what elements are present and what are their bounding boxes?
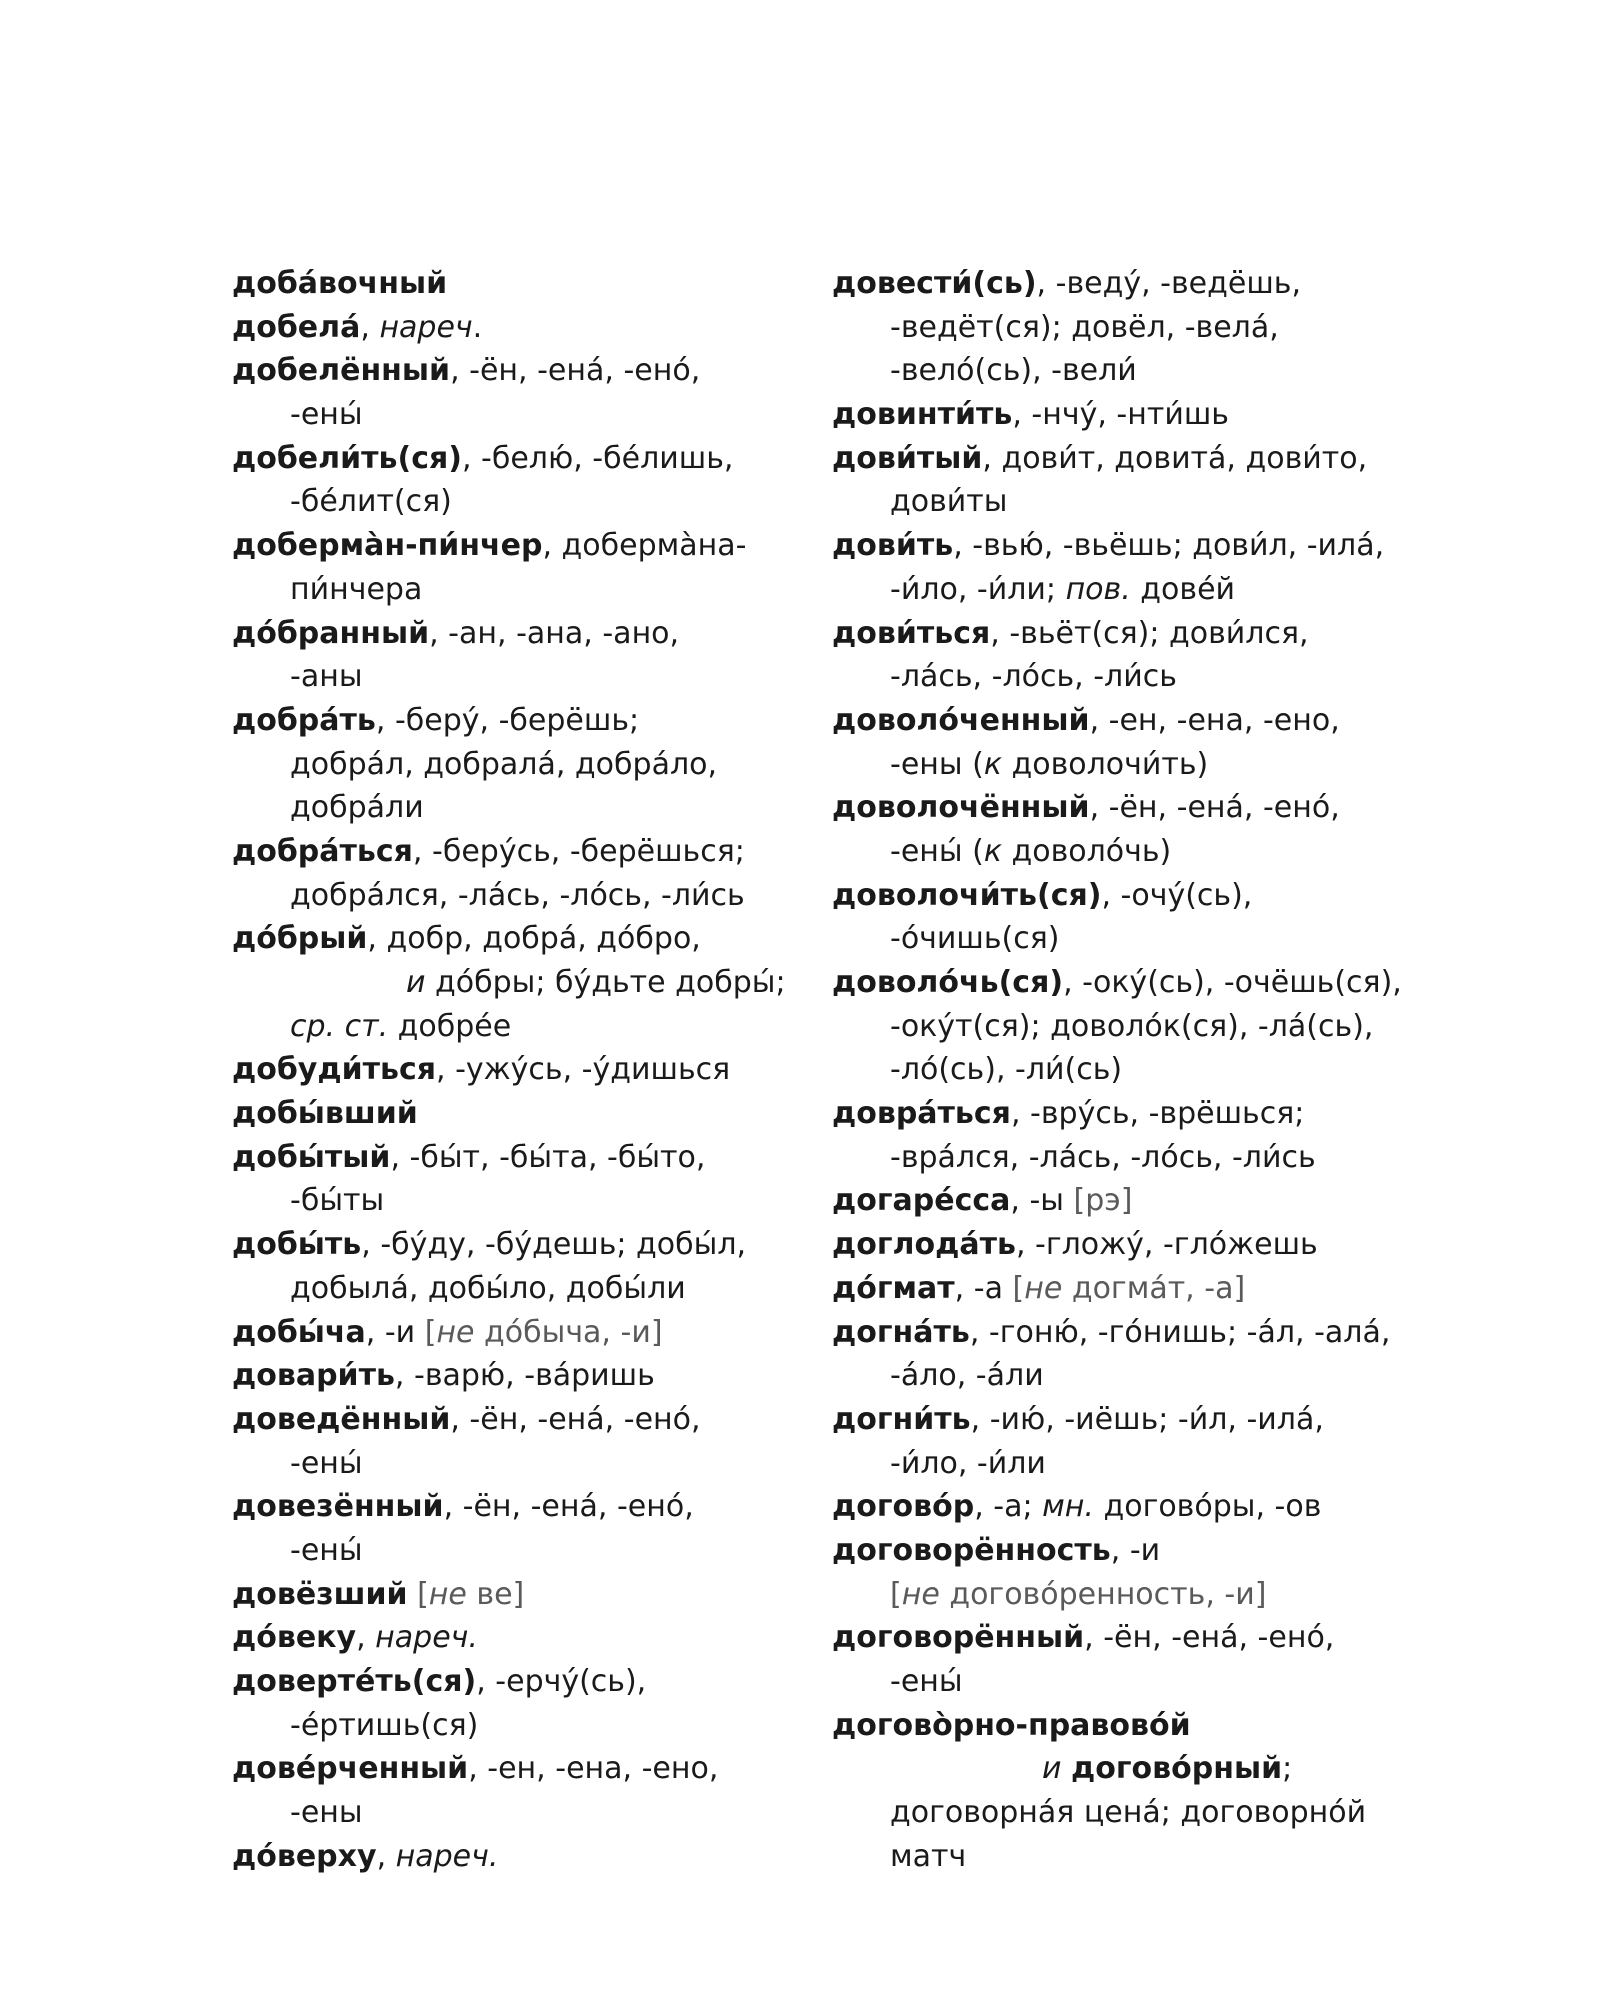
dictionary-entry-line [832, 786, 1402, 830]
headword: догни́ть [832, 1401, 971, 1437]
entry-forms: , -белю́, -бе́лишь, [461, 440, 734, 476]
entry-forms: , -ы [1010, 1183, 1074, 1219]
entry-forms: , -ию́, -иёшь; -и́л, -ила́, [970, 1401, 1324, 1437]
dictionary-entry-line [832, 1092, 1402, 1136]
entry-forms: , -вью́, -вьёшь; дови́л, -ила́, [953, 528, 1385, 564]
grammar-label: к [983, 746, 1002, 782]
entry-continuation-line [232, 1704, 822, 1748]
entry-forms: -бы́ты [290, 1183, 385, 1219]
entry-forms: доволо́чь) [1001, 833, 1172, 869]
entry-forms: , -ен, -ена, -ено, [468, 1751, 719, 1787]
entry-forms: -ведёт(ся); довёл, -вела́, [890, 309, 1279, 345]
entry-continuation-line [832, 306, 1402, 350]
entry-forms: , -варю́, -ва́ришь [394, 1358, 655, 1394]
headword: доволочи́ть(ся) [832, 877, 1102, 913]
dictionary-entry-line [232, 830, 822, 874]
dictionary-entry-line [232, 1354, 822, 1398]
entry-forms: -е́ртишь(ся) [290, 1707, 479, 1743]
dictionary-entry-line [232, 1136, 822, 1180]
entry-forms: -и́ло, -и́ли; [890, 571, 1066, 607]
entry-continuation-line [832, 1354, 1402, 1398]
entry-forms: догово́ры, -ов [1093, 1489, 1322, 1525]
dictionary-entry-line [232, 262, 822, 306]
entry-forms: -бе́лит(ся) [290, 484, 452, 520]
headword: догово́р [832, 1489, 975, 1525]
headword: догово̀рно-правово́й [832, 1707, 1191, 1743]
headword: доволочённый [832, 790, 1090, 826]
dictionary-entry-line [232, 917, 822, 961]
entry-forms: -ены́ [290, 1532, 363, 1568]
entry-continuation-line [232, 743, 822, 787]
entry-forms: -ены [290, 1795, 363, 1831]
entry-forms: -оку́т(ся); доволо́к(ся), -ла́(сь), [890, 1008, 1374, 1044]
entry-forms: -ены́ [890, 1664, 963, 1699]
headword: доволо́чь(ся) [832, 965, 1064, 1000]
grammar-label: нареч. [375, 1620, 478, 1656]
dictionary-entry-line [832, 1267, 1402, 1311]
dictionary-entry-line [232, 1311, 822, 1355]
headword: дове́рченный [232, 1751, 469, 1787]
right-column [832, 262, 1402, 1878]
entry-forms: дови́ты [890, 484, 1008, 520]
headword: добуди́ться [232, 1052, 436, 1088]
headword: договорённый [832, 1620, 1085, 1656]
dictionary-entry-line [232, 437, 822, 481]
headword: до́веку [232, 1620, 357, 1656]
pronunciation-note: [рэ] [1073, 1183, 1133, 1219]
entry-forms: -ены́ [290, 1445, 363, 1481]
entry-continuation-line [232, 961, 822, 1005]
dictionary-entry-line [832, 1223, 1402, 1267]
entry-forms: матч [890, 1838, 967, 1874]
entry-continuation-line [832, 1791, 1402, 1835]
headword: добра́ться [232, 833, 413, 869]
entry-forms: , -бу́ду, -бу́дешь; добы́л, [361, 1227, 747, 1263]
entry-forms: -аны [290, 659, 363, 695]
entry-forms: , -а [954, 1270, 1013, 1306]
entry-forms: -ены ( [890, 746, 984, 782]
entry-forms: дове́й [1130, 571, 1236, 607]
entry-continuation-line [232, 568, 822, 612]
entry-forms: , -гоню́, -го́нишь; -а́л, -ала́, [969, 1314, 1391, 1350]
pronunciation-note: [ [1012, 1270, 1025, 1306]
entry-forms: -и́ло, -и́ли [890, 1445, 1046, 1481]
entry-continuation-line [832, 830, 1402, 874]
dictionary-entry-line [232, 1048, 822, 1092]
headword: довинти́ть [832, 397, 1013, 433]
dictionary-entry-line [232, 699, 822, 743]
grammar-label: пов. [1065, 571, 1131, 607]
entry-forms: , -ён, -ена́, -ено́, [450, 1401, 701, 1437]
dictionary-entry-line [232, 1092, 822, 1136]
headword: добы́ть [232, 1227, 362, 1263]
dictionary-entry-line [232, 1573, 822, 1617]
pronunciation-note: догово́ренность, -и] [939, 1576, 1267, 1612]
headword: довари́ть [232, 1358, 395, 1394]
entry-continuation-line [832, 1660, 1402, 1704]
entry-continuation-line [232, 874, 822, 918]
dictionary-entry-line [232, 306, 822, 350]
entry-forms: , -ерчу́(сь), [476, 1664, 647, 1699]
entry-forms: , [360, 309, 380, 345]
dictionary-entry-line [832, 1398, 1402, 1442]
grammar-label: мн. [1042, 1489, 1094, 1525]
headword: доверте́ть(ся) [232, 1664, 477, 1699]
headword: догаре́сса [832, 1183, 1011, 1219]
entry-continuation-line [232, 393, 822, 437]
dictionary-entry-line [232, 1747, 822, 1791]
dictionary-entry-line [832, 1179, 1402, 1223]
entry-continuation-line [832, 480, 1402, 524]
pronunciation-note-label: не [901, 1576, 940, 1612]
entry-forms: , -ён, -ена́, -ено́, [443, 1489, 694, 1525]
entry-continuation-line [232, 1442, 822, 1486]
dictionary-entry-line [232, 1660, 822, 1704]
left-column [232, 262, 822, 1878]
dictionary-entry-line [232, 1616, 822, 1660]
entry-forms: -ены́ ( [890, 833, 984, 869]
entry-forms: , дови́т, довита́, дови́то, [982, 440, 1368, 476]
headword: доба́вочный [232, 266, 448, 301]
entry-forms: , -беру́сь, -берёшься; [412, 833, 745, 869]
headword: до́верху [232, 1838, 377, 1874]
dictionary-entry-line [832, 524, 1402, 568]
pronunciation-note: [ [890, 1576, 902, 1612]
entry-continuation-line [232, 1005, 822, 1049]
entry-continuation-line [832, 1136, 1402, 1180]
headword: дови́ться [832, 615, 991, 651]
headword: добелённый [232, 353, 451, 389]
entry-forms: добра́ли [290, 790, 424, 826]
dictionary-entry-line [832, 1485, 1402, 1529]
entry-forms: -вело́(сь), -вели́ [890, 353, 1137, 389]
entry-forms: , -вьёт(ся); дови́лся, [990, 615, 1309, 651]
entry-continuation-line [832, 743, 1402, 787]
headword: до́брый [232, 921, 368, 957]
entry-continuation-line [232, 1267, 822, 1311]
pronunciation-note: ве] [466, 1576, 525, 1612]
entry-forms: , -и [365, 1314, 425, 1350]
entry-continuation-line [832, 917, 1402, 961]
entry-continuation-line [232, 1529, 822, 1573]
entry-forms: -ла́сь, -ло́сь, -ли́сь [890, 659, 1177, 695]
dictionary-entry-line [232, 1223, 822, 1267]
entry-forms: , -ен, -ена, -ено, [1089, 702, 1340, 738]
dictionary-entry-line [832, 1311, 1402, 1355]
entry-continuation-line [232, 1791, 822, 1835]
headword: до́бранный [232, 615, 430, 651]
headword: добы́тый [232, 1139, 391, 1175]
dictionary-entry-line [832, 393, 1402, 437]
entry-forms: договорна́я цена́; договорно́й [890, 1795, 1367, 1831]
headword: довезённый [232, 1489, 444, 1525]
entry-forms: , -вру́сь, -врёшься; [1010, 1096, 1305, 1132]
headword: дови́ть [832, 528, 954, 564]
entry-forms: пи́нчера [290, 571, 423, 607]
headword: добела́ [232, 309, 361, 345]
entry-forms: , -гложу́, -гло́жешь [1015, 1227, 1318, 1263]
dictionary-entry-line [232, 524, 822, 568]
entry-forms: , -ён, -ена́, -ено́, [450, 353, 701, 389]
entry-forms: , -нчу́, -нти́шь [1012, 397, 1229, 433]
dictionary-entry-line [832, 1704, 1402, 1748]
entry-forms: , -ён, -ена́, -ено́, [1089, 790, 1340, 826]
dictionary-entry-line [232, 612, 822, 656]
headword: до́гмат [832, 1270, 955, 1306]
headword: догна́ть [832, 1314, 970, 1350]
entry-forms [408, 1577, 418, 1612]
entry-forms: -ло́(сь), -ли́(сь) [890, 1052, 1123, 1088]
entry-continuation-line [832, 1005, 1402, 1049]
entry-forms: , -ан, -ана, -ано, [429, 615, 680, 651]
entry-forms: до́бры; бу́дьте добры́; [425, 965, 786, 1000]
entry-continuation-line [832, 1048, 1402, 1092]
dictionary-entry-line [232, 1835, 822, 1879]
grammar-label: нареч. [395, 1838, 499, 1874]
entry-forms: , доберма̀на- [542, 528, 747, 564]
headword: доглода́ть [832, 1227, 1016, 1263]
entry-forms: , добр, добра́, до́бро, [367, 921, 701, 957]
entry-forms: добыла́, добы́ло, добы́ли [290, 1270, 686, 1306]
entry-forms: , -ён, -ена́, -ено́, [1084, 1620, 1335, 1656]
dictionary-entry-line [832, 699, 1402, 743]
dictionary-entry-line [232, 1398, 822, 1442]
headword: добели́ть(ся) [232, 440, 462, 476]
entry-continuation-line [232, 480, 822, 524]
grammar-label: ср. ст. [290, 1008, 389, 1044]
entry-continuation-line [232, 786, 822, 830]
headword: догово́рный [1071, 1751, 1283, 1787]
entry-forms [1062, 1751, 1072, 1786]
grammar-label: нареч [379, 309, 473, 345]
entry-continuation-line [832, 1442, 1402, 1486]
entry-forms: , -беру́, -берёшь; [375, 702, 640, 738]
headword: добра́ть [232, 702, 376, 738]
headword: дови́тый [832, 440, 983, 476]
entry-forms: добра́лся, -ла́сь, -ло́сь, -ли́сь [290, 877, 745, 913]
dictionary-entry-line [832, 874, 1402, 918]
dictionary-entry-line [832, 612, 1402, 656]
entry-continuation-line [832, 655, 1402, 699]
entry-continuation-line [832, 1573, 1402, 1617]
dictionary-entry-line [232, 1485, 822, 1529]
entry-forms: , -и [1110, 1532, 1161, 1568]
entry-forms: , -ужу́сь, -у́дишься [436, 1052, 731, 1088]
pronunciation-note-label: не [428, 1576, 467, 1612]
pronunciation-note: [ [424, 1314, 437, 1350]
pronunciation-note-label: не [436, 1314, 475, 1350]
dictionary-entry-line [832, 1529, 1402, 1573]
entry-forms: доволочи́ть) [1001, 746, 1209, 782]
dictionary-entry-line [832, 437, 1402, 481]
headword: довра́ться [832, 1096, 1011, 1132]
headword: довёзший [232, 1576, 408, 1612]
entry-forms: . [472, 309, 483, 345]
entry-continuation-line [832, 1747, 1402, 1791]
entry-continuation-line [232, 1179, 822, 1223]
entry-forms: -ены́ [290, 397, 363, 433]
headword: добы́ча [232, 1314, 366, 1350]
entry-continuation-line [232, 655, 822, 699]
entry-continuation-line [832, 1835, 1402, 1879]
dictionary-entry-line [832, 961, 1402, 1005]
entry-forms: , -а; [974, 1489, 1043, 1525]
grammar-label: и [406, 965, 426, 1000]
dictionary-entry-line [832, 1616, 1402, 1660]
entry-forms: , [376, 1838, 396, 1874]
headword: добы́вший [232, 1096, 418, 1132]
grammar-label: к [983, 833, 1002, 869]
entry-forms: , [356, 1620, 376, 1656]
headword: доберма̀н-пи́нчер [232, 528, 543, 564]
entry-forms: -а́ло, -а́ли [890, 1358, 1044, 1394]
entry-forms: , -оку́(сь), -очёшь(ся), [1063, 965, 1402, 1000]
entry-forms: добра́л, добрала́, добра́ло, [290, 746, 718, 782]
pronunciation-note: догма́т, -а] [1062, 1270, 1246, 1306]
pronunciation-note: [ [417, 1576, 429, 1612]
entry-continuation-line [832, 568, 1402, 612]
grammar-label: и [1042, 1751, 1062, 1787]
headword: довести́(сь) [832, 266, 1037, 301]
entry-forms: , -очу́(сь), [1101, 877, 1253, 913]
headword: доведённый [232, 1401, 451, 1437]
entry-forms: , -бы́т, -бы́та, -бы́то, [390, 1139, 706, 1175]
headword: доволо́ченный [832, 702, 1090, 738]
entry-forms: , -веду́, -ведёшь, [1036, 266, 1301, 301]
pronunciation-note-label: не [1024, 1270, 1063, 1306]
pronunciation-note: до́быча, -и] [474, 1314, 663, 1350]
entry-continuation-line [832, 349, 1402, 393]
headword: договорённость [832, 1532, 1111, 1568]
entry-forms: ; [1282, 1751, 1293, 1787]
dictionary-entry-line [832, 262, 1402, 306]
entry-forms: -вра́лся, -ла́сь, -ло́сь, -ли́сь [890, 1139, 1316, 1175]
entry-forms: добре́е [388, 1008, 512, 1044]
dictionary-entry-line [232, 349, 822, 393]
entry-forms: -о́чишь(ся) [890, 921, 1060, 957]
